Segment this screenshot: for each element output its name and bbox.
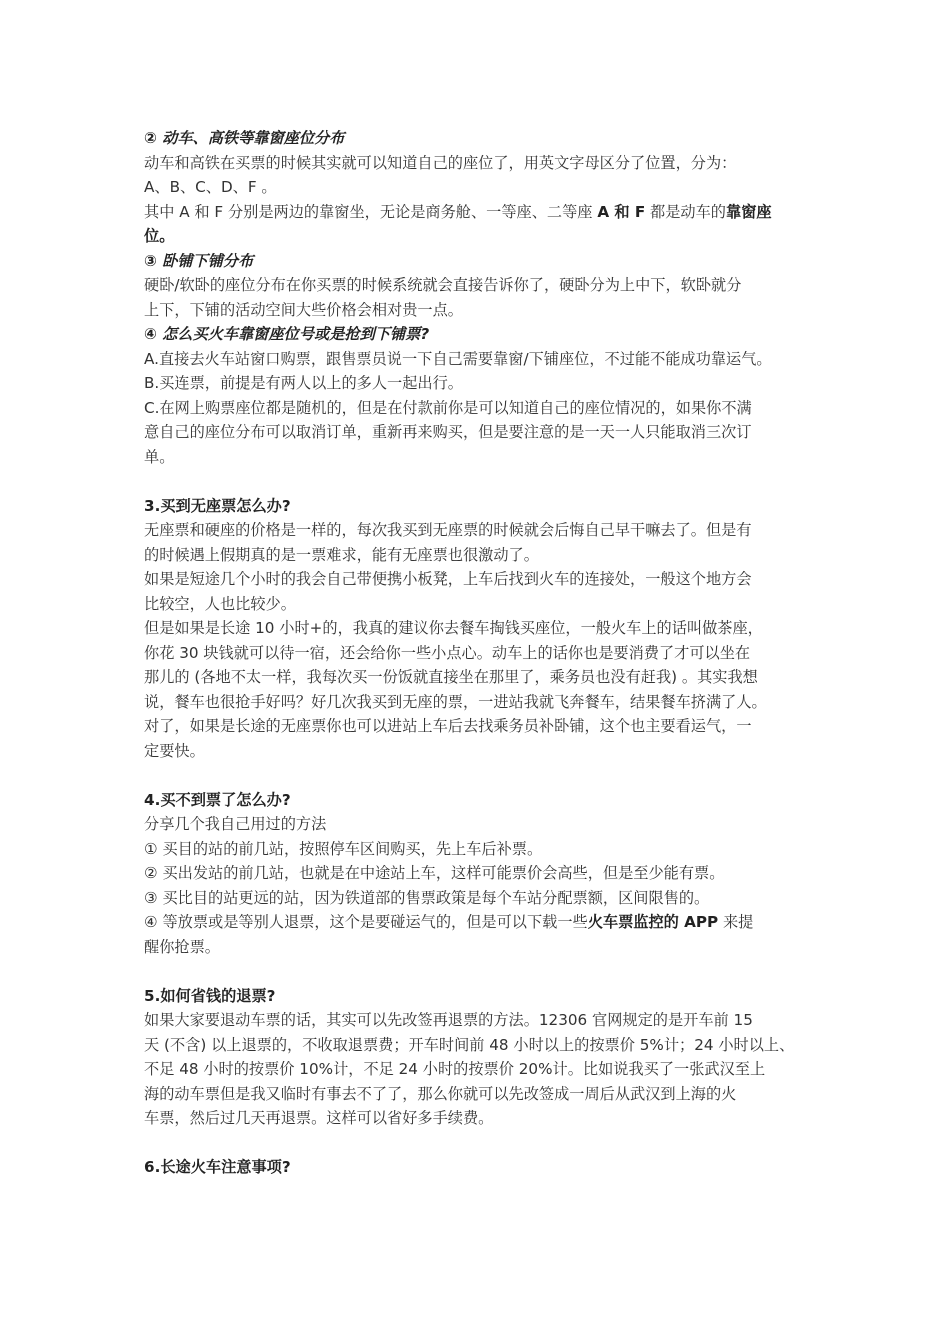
paragraph-line: 上下，下铺的活动空间大些价格会相对贵一点。: [144, 300, 463, 319]
paragraph-line: 的时候遇上假期真的是一票难求，能有无座票也很激动了。: [144, 545, 539, 564]
paragraph-line: 无座票和硬座的价格是一样的，每次我买到无座票的时候就会后悔自己早干嘛去了。但是有: [144, 521, 752, 539]
spacer: [144, 959, 824, 984]
bold-text: 位。: [144, 227, 175, 245]
subsection-title-how-to-buy: ④ 怎么买火车靠窗座位号或是抢到下铺票?: [144, 325, 430, 343]
paragraph-line: 那儿的 (各地不太一样，我每次买一份饭就直接坐在那里了，乘务员也没有赶我) 。其实我想: [144, 668, 758, 686]
spacer: [144, 1131, 824, 1156]
section-heading-4: 4.买不到票了怎么办?: [144, 790, 291, 809]
paragraph-line: C.在网上购票座位都是随机的，但是在付款前你是可以知道自己的座位情况的，如果你不满: [144, 398, 752, 417]
section-heading-6: 6.长途火车注意事项?: [144, 1158, 291, 1176]
text-span: 都是动车的: [645, 202, 726, 221]
paragraph-line: 天 (不含) 以上退票的，不收取退票费；开车时间前 48 小时以上的按票价 5%计；24 小时以上、: [144, 1035, 795, 1054]
subsection-title-berths: ③ 卧铺下铺分布: [144, 251, 254, 270]
list-item: ② 买出发站的前几站，也就是在中途站上车，这样可能票价会高些，但是至少能有票。: [144, 864, 725, 882]
paragraph-line: 意自己的座位分布可以取消订单，重新再来购买，但是要注意的是一天一人只能取消三次订: [144, 423, 752, 441]
paragraph-line: 对了，如果是长途的无座票你也可以进站上车后去找乘务员补卧铺，这个也主要看运气，一: [144, 717, 752, 735]
bold-text: 靠窗座: [726, 202, 772, 221]
bold-text: A 和 F: [597, 202, 646, 221]
list-item: ① 买目的站的前几站，按照停车区间购买，先上车后补票。: [144, 839, 543, 858]
spacer: [144, 763, 824, 788]
paragraph-line: 分享几个我自己用过的方法: [144, 815, 327, 833]
list-item: ③ 买比目的站更远的站，因为铁道部的售票政策是每个车站分配票额，区间限售的。: [144, 888, 710, 907]
paragraph-line: 如果大家要退动车票的话，其实可以先改签再退票的方法。12306 官网规定的是开车前 15: [144, 1011, 753, 1029]
paragraph-line: 说，餐车也很抢手好吗？好几次我买到无座的票，一进站我就飞奔餐车，结果餐车挤满了人。: [144, 692, 767, 711]
paragraph-line: [144, 224, 824, 249]
paragraph-line: [144, 200, 824, 225]
text-span: 其中 A 和 F 分别是两边的靠窗坐，无论是商务舱、一等座、二等座: [144, 202, 598, 221]
paragraph-line: 定要快。: [144, 741, 205, 760]
document-page: [144, 126, 824, 1180]
paragraph-line: 动车和高铁在买票的时候其实就可以知道自己的座位了，用英文字母区分了位置，分为：: [144, 153, 737, 172]
paragraph-line: 比较空，人也比较少。: [144, 594, 296, 613]
text-span: ④ 等放票或是等别人退票，这个是要碰运气的，但是可以下载一些: [144, 913, 588, 931]
section-heading-5: 5.如何省钱的退票?: [144, 986, 276, 1005]
bold-text: 火车票监控的 APP: [587, 913, 719, 931]
text-span: 来提: [718, 913, 754, 931]
spacer: [144, 469, 824, 494]
paragraph-line: 海的动车票但是我又临时有事去不了了，那么你就可以先改签成一周后从武汉到上海的火: [144, 1084, 737, 1103]
subsection-title-window-seats: ② 动车、高铁等靠窗座位分布: [144, 129, 345, 147]
paragraph-line: 硬卧/软卧的座位分布在你买票的时候系统就会直接告诉你了，硬卧分为上中下，软卧就分: [144, 276, 742, 294]
paragraph-line: 你花 30 块钱就可以待一宿，还会给你一些小点心。动车上的话你也是要消费了才可以坐在: [144, 643, 751, 662]
paragraph-line: A、B、C、D、F 。: [144, 178, 277, 196]
paragraph-line: A.直接去火车站窗口购票，跟售票员说一下自己需要靠窗/下铺座位，不过能不能成功靠运气。: [144, 349, 772, 368]
list-item: [144, 910, 824, 935]
paragraph-line: 醒你抢票。: [144, 937, 220, 956]
paragraph-line: 车票，然后过几天再退票。这样可以省好多手续费。: [144, 1109, 494, 1127]
paragraph-line: 单。: [144, 447, 175, 466]
section-heading-3: 3.买到无座票怎么办?: [144, 496, 291, 515]
paragraph-line: 不足 48 小时的按票价 10%计，不足 24 小时的按票价 20%计。比如说我买了一张武汉至上: [144, 1060, 766, 1078]
paragraph-line: 但是如果是长途 10 小时+的，我真的建议你去餐车掏钱买座位，一般火车上的话叫做茶座，: [144, 619, 763, 637]
paragraph-line: 如果是短途几个小时的我会自己带便携小板凳，上车后找到火车的连接处，一般这个地方会: [144, 570, 752, 588]
paragraph-line: B.买连票，前提是有两人以上的多人一起出行。: [144, 374, 463, 392]
